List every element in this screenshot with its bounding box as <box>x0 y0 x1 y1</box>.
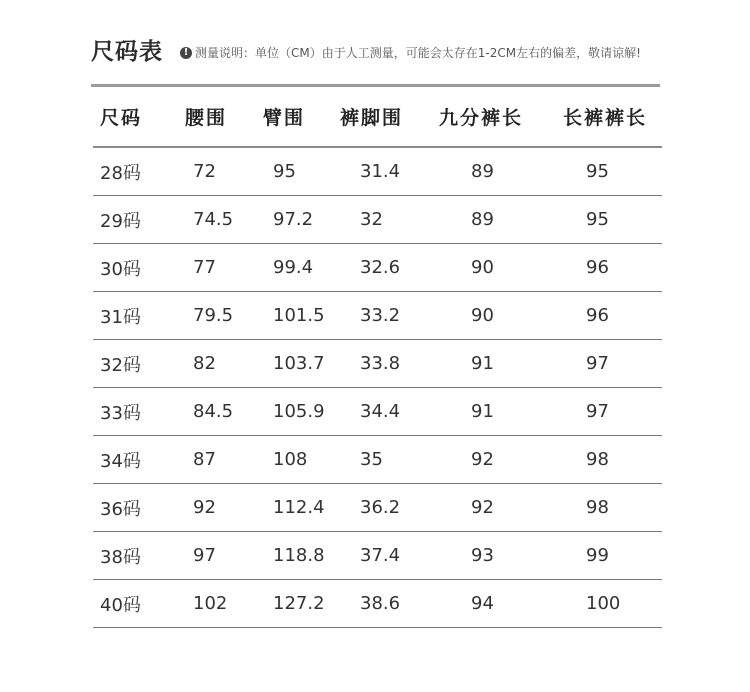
header-leg-opening: 裤脚围 <box>340 107 404 129</box>
leg-opening-cell: 31.4 <box>360 161 401 182</box>
waist-cell: 102 <box>193 593 228 614</box>
full-length-cell: 95 <box>586 161 609 182</box>
leg-opening-cell: 33.2 <box>360 305 401 326</box>
waist-cell: 74.5 <box>193 209 234 230</box>
cropped-length-cell: 89 <box>471 209 494 230</box>
hip-cell: 112.4 <box>273 497 325 518</box>
hip-cell: 99.4 <box>273 257 314 278</box>
size-cell: 40码 <box>100 594 141 616</box>
size-cell: 29码 <box>100 210 141 232</box>
full-length-cell: 97 <box>586 353 609 374</box>
measurement-note-text: 测量说明：单位（CM）由于人工测量，可能会太存在1-2CM左右的偏差，敬请谅解! <box>195 46 641 60</box>
waist-cell: 97 <box>193 545 216 566</box>
hip-cell: 105.9 <box>273 401 325 422</box>
waist-cell: 72 <box>193 161 216 182</box>
cropped-length-cell: 91 <box>471 401 494 422</box>
cropped-length-cell: 91 <box>471 353 494 374</box>
full-length-cell: 96 <box>586 257 609 278</box>
leg-opening-cell: 33.8 <box>360 353 401 374</box>
header-hip: 臂围 <box>263 107 306 129</box>
table-row <box>93 436 662 484</box>
table-header-row <box>93 87 662 148</box>
table-row <box>93 148 662 196</box>
waist-cell: 92 <box>193 497 216 518</box>
size-cell: 32码 <box>100 354 141 376</box>
hip-cell: 97.2 <box>273 209 314 230</box>
waist-cell: 79.5 <box>193 305 234 326</box>
size-cell: 33码 <box>100 402 141 424</box>
full-length-cell: 96 <box>586 305 609 326</box>
header-cropped-length: 九分裤长 <box>439 107 524 129</box>
full-length-cell: 98 <box>586 497 609 518</box>
leg-opening-cell: 32.6 <box>360 257 401 278</box>
hip-cell: 101.5 <box>273 305 325 326</box>
waist-cell: 82 <box>193 353 216 374</box>
hip-cell: 108 <box>273 449 308 470</box>
table-row <box>93 292 662 340</box>
full-length-cell: 97 <box>586 401 609 422</box>
full-length-cell: 100 <box>586 593 621 614</box>
leg-opening-cell: 35 <box>360 449 383 470</box>
full-length-cell: 95 <box>586 209 609 230</box>
leg-opening-cell: 32 <box>360 209 383 230</box>
page-title: 尺码表 <box>91 39 163 65</box>
cropped-length-cell: 93 <box>471 545 494 566</box>
header-waist: 腰围 <box>185 107 228 129</box>
size-cell: 30码 <box>100 258 141 280</box>
measurement-note <box>180 45 641 61</box>
cropped-length-cell: 90 <box>471 257 494 278</box>
leg-opening-cell: 34.4 <box>360 401 401 422</box>
waist-cell: 84.5 <box>193 401 234 422</box>
hip-cell: 118.8 <box>273 545 325 566</box>
full-length-cell: 99 <box>586 545 609 566</box>
size-cell: 31码 <box>100 306 141 328</box>
size-cell: 34码 <box>100 450 141 472</box>
size-table <box>93 87 662 628</box>
cropped-length-cell: 92 <box>471 449 494 470</box>
hip-cell: 127.2 <box>273 593 325 614</box>
table-row <box>93 196 662 244</box>
size-cell: 36码 <box>100 498 141 520</box>
header-size: 尺码 <box>100 107 143 129</box>
leg-opening-cell: 37.4 <box>360 545 401 566</box>
cropped-length-cell: 92 <box>471 497 494 518</box>
exclamation-circle-icon: ! <box>180 47 192 59</box>
hip-cell: 95 <box>273 161 296 182</box>
table-row <box>93 340 662 388</box>
size-cell: 38码 <box>100 546 141 568</box>
leg-opening-cell: 36.2 <box>360 497 401 518</box>
table-row <box>93 388 662 436</box>
table-row <box>93 244 662 292</box>
waist-cell: 77 <box>193 257 216 278</box>
waist-cell: 87 <box>193 449 216 470</box>
header-full-length: 长裤裤长 <box>563 107 648 129</box>
full-length-cell: 98 <box>586 449 609 470</box>
leg-opening-cell: 38.6 <box>360 593 401 614</box>
cropped-length-cell: 94 <box>471 593 494 614</box>
table-row <box>93 580 662 628</box>
table-row <box>93 532 662 580</box>
size-cell: 28码 <box>100 162 141 184</box>
hip-cell: 103.7 <box>273 353 325 374</box>
table-row <box>93 484 662 532</box>
cropped-length-cell: 89 <box>471 161 494 182</box>
cropped-length-cell: 90 <box>471 305 494 326</box>
